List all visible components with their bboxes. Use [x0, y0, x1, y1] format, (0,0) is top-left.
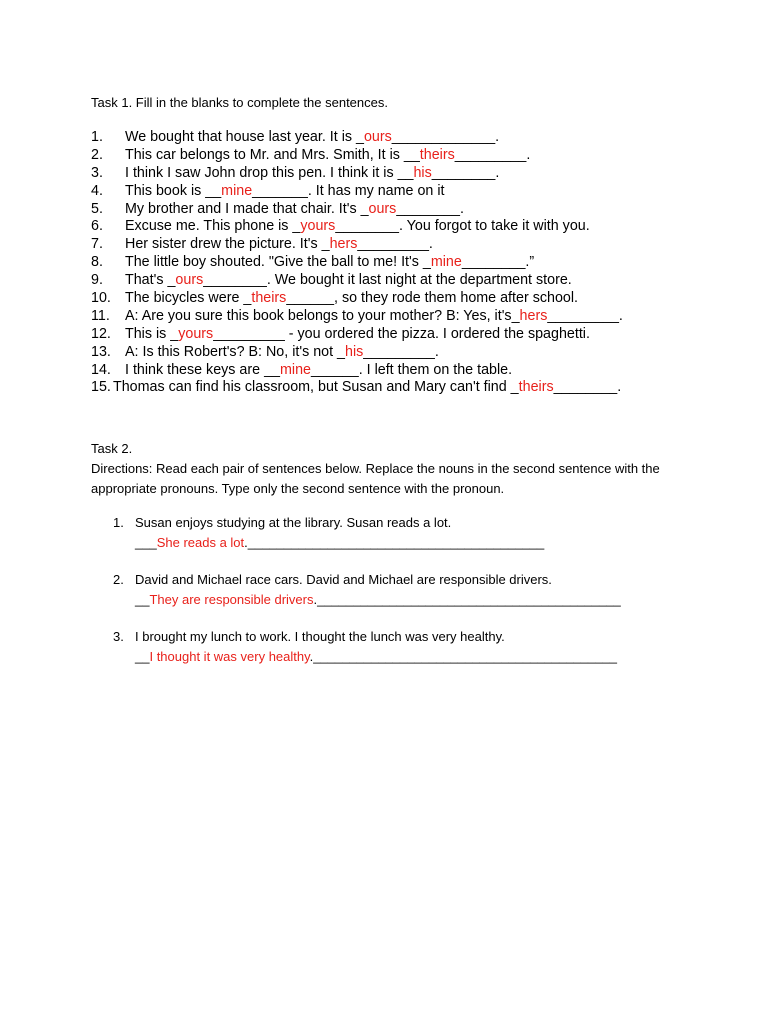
item-number: 1. [113, 515, 124, 530]
answer-text: ours [175, 272, 204, 289]
sentence-before-blank: Excuse me. This phone is _ [125, 218, 301, 235]
sentence-after-blank: ______, so they rode them home after school. [286, 290, 578, 307]
question-sentences: David and Michael race cars. David and Michael are responsible drivers. [135, 572, 552, 587]
item-number: 14. [91, 361, 111, 378]
sentence-before-blank: We bought that house last year. It is _ [125, 129, 364, 145]
item-number: 3. [113, 629, 124, 644]
item-number: 3. [91, 164, 103, 181]
answer-text: theirs [518, 379, 554, 396]
task1-list [91, 129, 711, 397]
task1-item-6 [91, 218, 711, 236]
sentence-after-blank: _________. [547, 307, 623, 324]
task1-item-7 [91, 236, 711, 254]
sentence-before-blank: Her sister drew the picture. It's _ [125, 236, 330, 253]
answer-text: They are responsible drivers [149, 592, 314, 607]
item-number: 7. [91, 236, 103, 253]
sentence-after-blank: _________. [357, 236, 433, 253]
blank-before: __ [135, 592, 150, 607]
sentence-before-blank: A: Are you sure this book belongs to your mother? B: Yes, it's_ [125, 307, 520, 324]
answer-text: mine [279, 361, 311, 378]
sentence-after-blank: ________. You forgot to take it with you. [335, 218, 590, 235]
answer-text: mine [221, 182, 253, 199]
blank-before: __ [135, 649, 150, 664]
blank-after: .__________________________________________ [313, 592, 621, 607]
item-number: 8. [91, 254, 103, 271]
sentence-after-blank: ________. [553, 379, 622, 396]
item-number: 11. [91, 307, 110, 324]
answer-line [135, 647, 617, 667]
task1-item-13 [91, 344, 711, 362]
task1-item-4 [91, 183, 711, 201]
sentence-before-blank: A: Is this Robert's? B: No, it's not _ [125, 343, 346, 360]
task1-item-5 [91, 201, 711, 219]
answer-text: mine [430, 254, 462, 271]
answer-line [135, 590, 621, 610]
answer-text: hers [329, 236, 358, 253]
sentence-after-blank: _________ - you ordered the pizza. I ordered the spaghetti. [213, 325, 590, 342]
blank-after: ._________________________________________ [244, 535, 545, 550]
task1-item-9 [91, 272, 711, 290]
task1-item-1 [91, 129, 711, 147]
sentence-after-blank: ________.” [461, 254, 535, 271]
sentence-before-blank: This car belongs to Mr. and Mrs. Smith, It is __ [125, 146, 420, 163]
blank-before: ___ [135, 535, 157, 550]
item-number: 2. [113, 572, 124, 587]
task2-title: Task 2. [91, 441, 133, 456]
sentence-before-blank: The little boy shouted. "Give the ball to me! It's _ [125, 254, 431, 271]
answer-text: ours [363, 129, 392, 145]
sentence-after-blank: ________. [431, 164, 500, 181]
item-number: 1. [91, 129, 103, 145]
question-sentences: I brought my lunch to work. I thought the lunch was very healthy. [135, 629, 505, 644]
answer-text: theirs [251, 290, 287, 307]
item-number: 10. [91, 290, 111, 307]
answer-text: theirs [419, 146, 455, 163]
question-sentences: Susan enjoys studying at the library. Susan reads a lot. [135, 515, 452, 530]
task2-directions: Directions: Read each pair of sentences below. Replace the nouns in the second sentence with the appropriate pronouns. Type only the second sentence with the pronoun. [91, 461, 660, 496]
sentence-after-blank: _________. [454, 146, 531, 163]
item-number: 4. [91, 182, 103, 199]
sentence-after-blank: _____________. [391, 129, 500, 145]
item-number: 5. [91, 200, 103, 217]
sentence-after-blank: ______. I left them on the table. [310, 361, 513, 378]
sentence-before-blank: The bicycles were _ [125, 290, 252, 307]
item-number: 13. [91, 343, 111, 360]
task1-item-11 [91, 308, 711, 326]
answer-text: She reads a lot [156, 535, 245, 550]
sentence-before-blank: That's _ [125, 272, 176, 289]
sentence-after-blank: ________. We bought it last night at the department store. [203, 272, 572, 289]
item-number: 15. [91, 379, 111, 396]
task1-item-3 [91, 165, 711, 183]
sentence-before-blank: This book is __ [125, 182, 222, 199]
sentence-before-blank: I think I saw John drop this pen. I think it is __ [125, 164, 414, 181]
answer-text: yours [300, 218, 336, 235]
sentence-before-blank: My brother and I made that chair. It's _ [125, 200, 369, 217]
sentence-after-blank: _______. It has my name on it [252, 182, 445, 199]
answer-text: his [413, 164, 432, 181]
sentence-after-blank: _________. [363, 343, 439, 360]
task1-item-8 [91, 254, 711, 272]
blank-after: .__________________________________________ [309, 649, 617, 664]
task1-item-15 [91, 379, 711, 397]
item-number: 9. [91, 272, 103, 289]
answer-text: ours [368, 200, 397, 217]
task1-title: Task 1. Fill in the blanks to complete the sentences. [91, 95, 388, 110]
sentence-after-blank: ________. [396, 200, 464, 217]
task1-item-12 [91, 326, 711, 344]
sentence-before-blank: This is _ [125, 325, 179, 342]
answer-line [135, 533, 544, 553]
sentence-before-blank: Thomas can find his classroom, but Susan and Mary can't find _ [113, 379, 519, 396]
task1-item-14 [91, 362, 711, 380]
item-number: 6. [91, 218, 103, 235]
item-number: 12. [91, 325, 111, 342]
item-number: 2. [91, 146, 103, 163]
answer-text: hers [519, 307, 548, 324]
sentence-before-blank: I think these keys are __ [125, 361, 280, 378]
task1-item-2 [91, 147, 711, 165]
answer-text: his [345, 343, 364, 360]
answer-text: I thought it was very healthy [149, 649, 310, 664]
answer-text: yours [178, 325, 214, 342]
task1-item-10 [91, 290, 711, 308]
